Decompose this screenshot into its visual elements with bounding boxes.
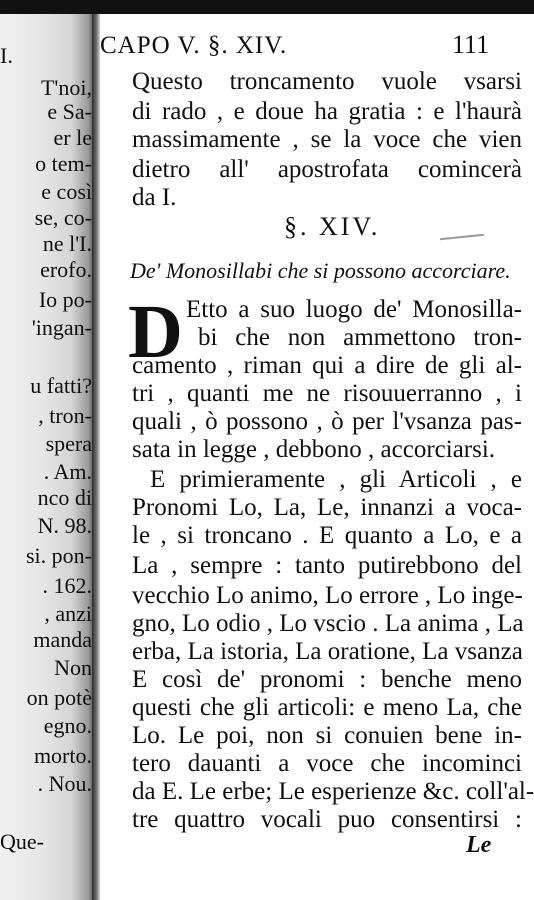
left-page-text-line: ne l'I. [42,231,92,256]
left-page-text-line: on potè [26,685,92,710]
left-page-text-line: Non [54,655,92,680]
text-line: da I. [132,184,177,211]
left-facing-page [0,14,96,900]
text-line: Lo. Le poi, non si conuien bene in- [132,722,522,749]
left-page-text-line: o tem- [35,151,92,176]
left-page-text-line: Io po- [38,287,92,312]
top-dark-edge [0,0,534,14]
text-line: erba, La istoria, La oratione, La vsanza [132,638,523,665]
left-page-text-line: spera [45,431,92,456]
left-page-text-line: morto. [33,743,92,768]
page-number: 111 [452,30,490,59]
left-page-text-line: e così [41,179,92,204]
left-page-text-line: N. 98. [37,513,92,538]
text-line: di rado , e doue ha gratia : e l'haurà [132,98,522,125]
running-title: CAPO V. §. XIV. [100,32,288,59]
text-line: da E. Le erbe; Le esperienze &c. coll'al- [132,778,534,805]
left-page-text-line: manda [33,627,92,652]
left-page-text-line: er le [53,125,92,150]
left-page-text-line: nco di [37,485,92,510]
text-line: quali , ò possono , ò per l'vsanza pas- [132,408,522,435]
text-line: tri , quanti me ne risouuerranno , i [132,380,522,407]
text-line: questi che gli articoli: e meno La, che [132,694,522,721]
left-page-text-line: . 162. [42,573,92,598]
text-line: bi che non ammettono tron- [198,324,522,351]
text-line: E primieramente , gli Articoli , e [150,466,522,493]
left-page-text-line: . Am. [43,459,92,484]
left-page-text-line: egno. [43,713,92,738]
section-number: §. XIV. [284,212,381,241]
text-line: le , si troncano . E quanto a Lo, e a [132,522,522,549]
left-page-text-line: . Nou. [37,771,92,796]
text-line: tre quattro vocali puo consentirsi : [132,806,522,833]
section-title: De' Monosillabi che si possono accorciare. [130,258,511,283]
text-line: Questo troncamento vuole vsarsi [132,68,522,95]
text-line: tero dauanti a voce che incominci [132,750,522,777]
book-gutter [92,14,100,900]
drop-cap: D [128,290,183,374]
text-line: Pronomi Lo, La, Le, innanzi a voca- [132,494,522,521]
left-page-text-line: , anzi [44,601,92,626]
text-line: La , sempre : tanto putirebbono del [132,552,522,579]
text-line: vecchio Lo animo, Lo errore , Lo inge- [132,582,523,609]
catchword: Le [466,832,492,858]
left-page-text-line: se, co- [34,205,92,230]
text-line: dietro all' apostrofata comincerà [132,156,522,183]
left-page-text-line: 'ingan- [31,315,92,340]
ink-mark [440,234,484,241]
text-line: E così de' pronomi : benche meno [132,666,522,693]
text-line: gno, Lo odio , Lo vscio . La anima , La [132,610,524,637]
left-page-text-line: erofo. [40,257,92,282]
text-line: Etto a suo luogo de' Monosilla- [186,296,522,323]
text-line: sata in legge , debbono , accorciarsi. [132,436,496,463]
text-line: massimamente , se la voce che vien [132,126,522,153]
left-page-text-line: I. [0,43,13,68]
left-page-text-line: T'noi, [40,75,92,100]
left-page-text-line: si. pon- [26,543,92,568]
left-page-text-line: e Sa- [47,99,92,124]
left-page-text-line: , tron- [38,403,92,428]
text-line: camento , riman qui a dire de gli al- [132,352,522,379]
left-page-text-line: u fatti? [30,373,92,398]
left-page-text-line: Que- [0,829,44,854]
